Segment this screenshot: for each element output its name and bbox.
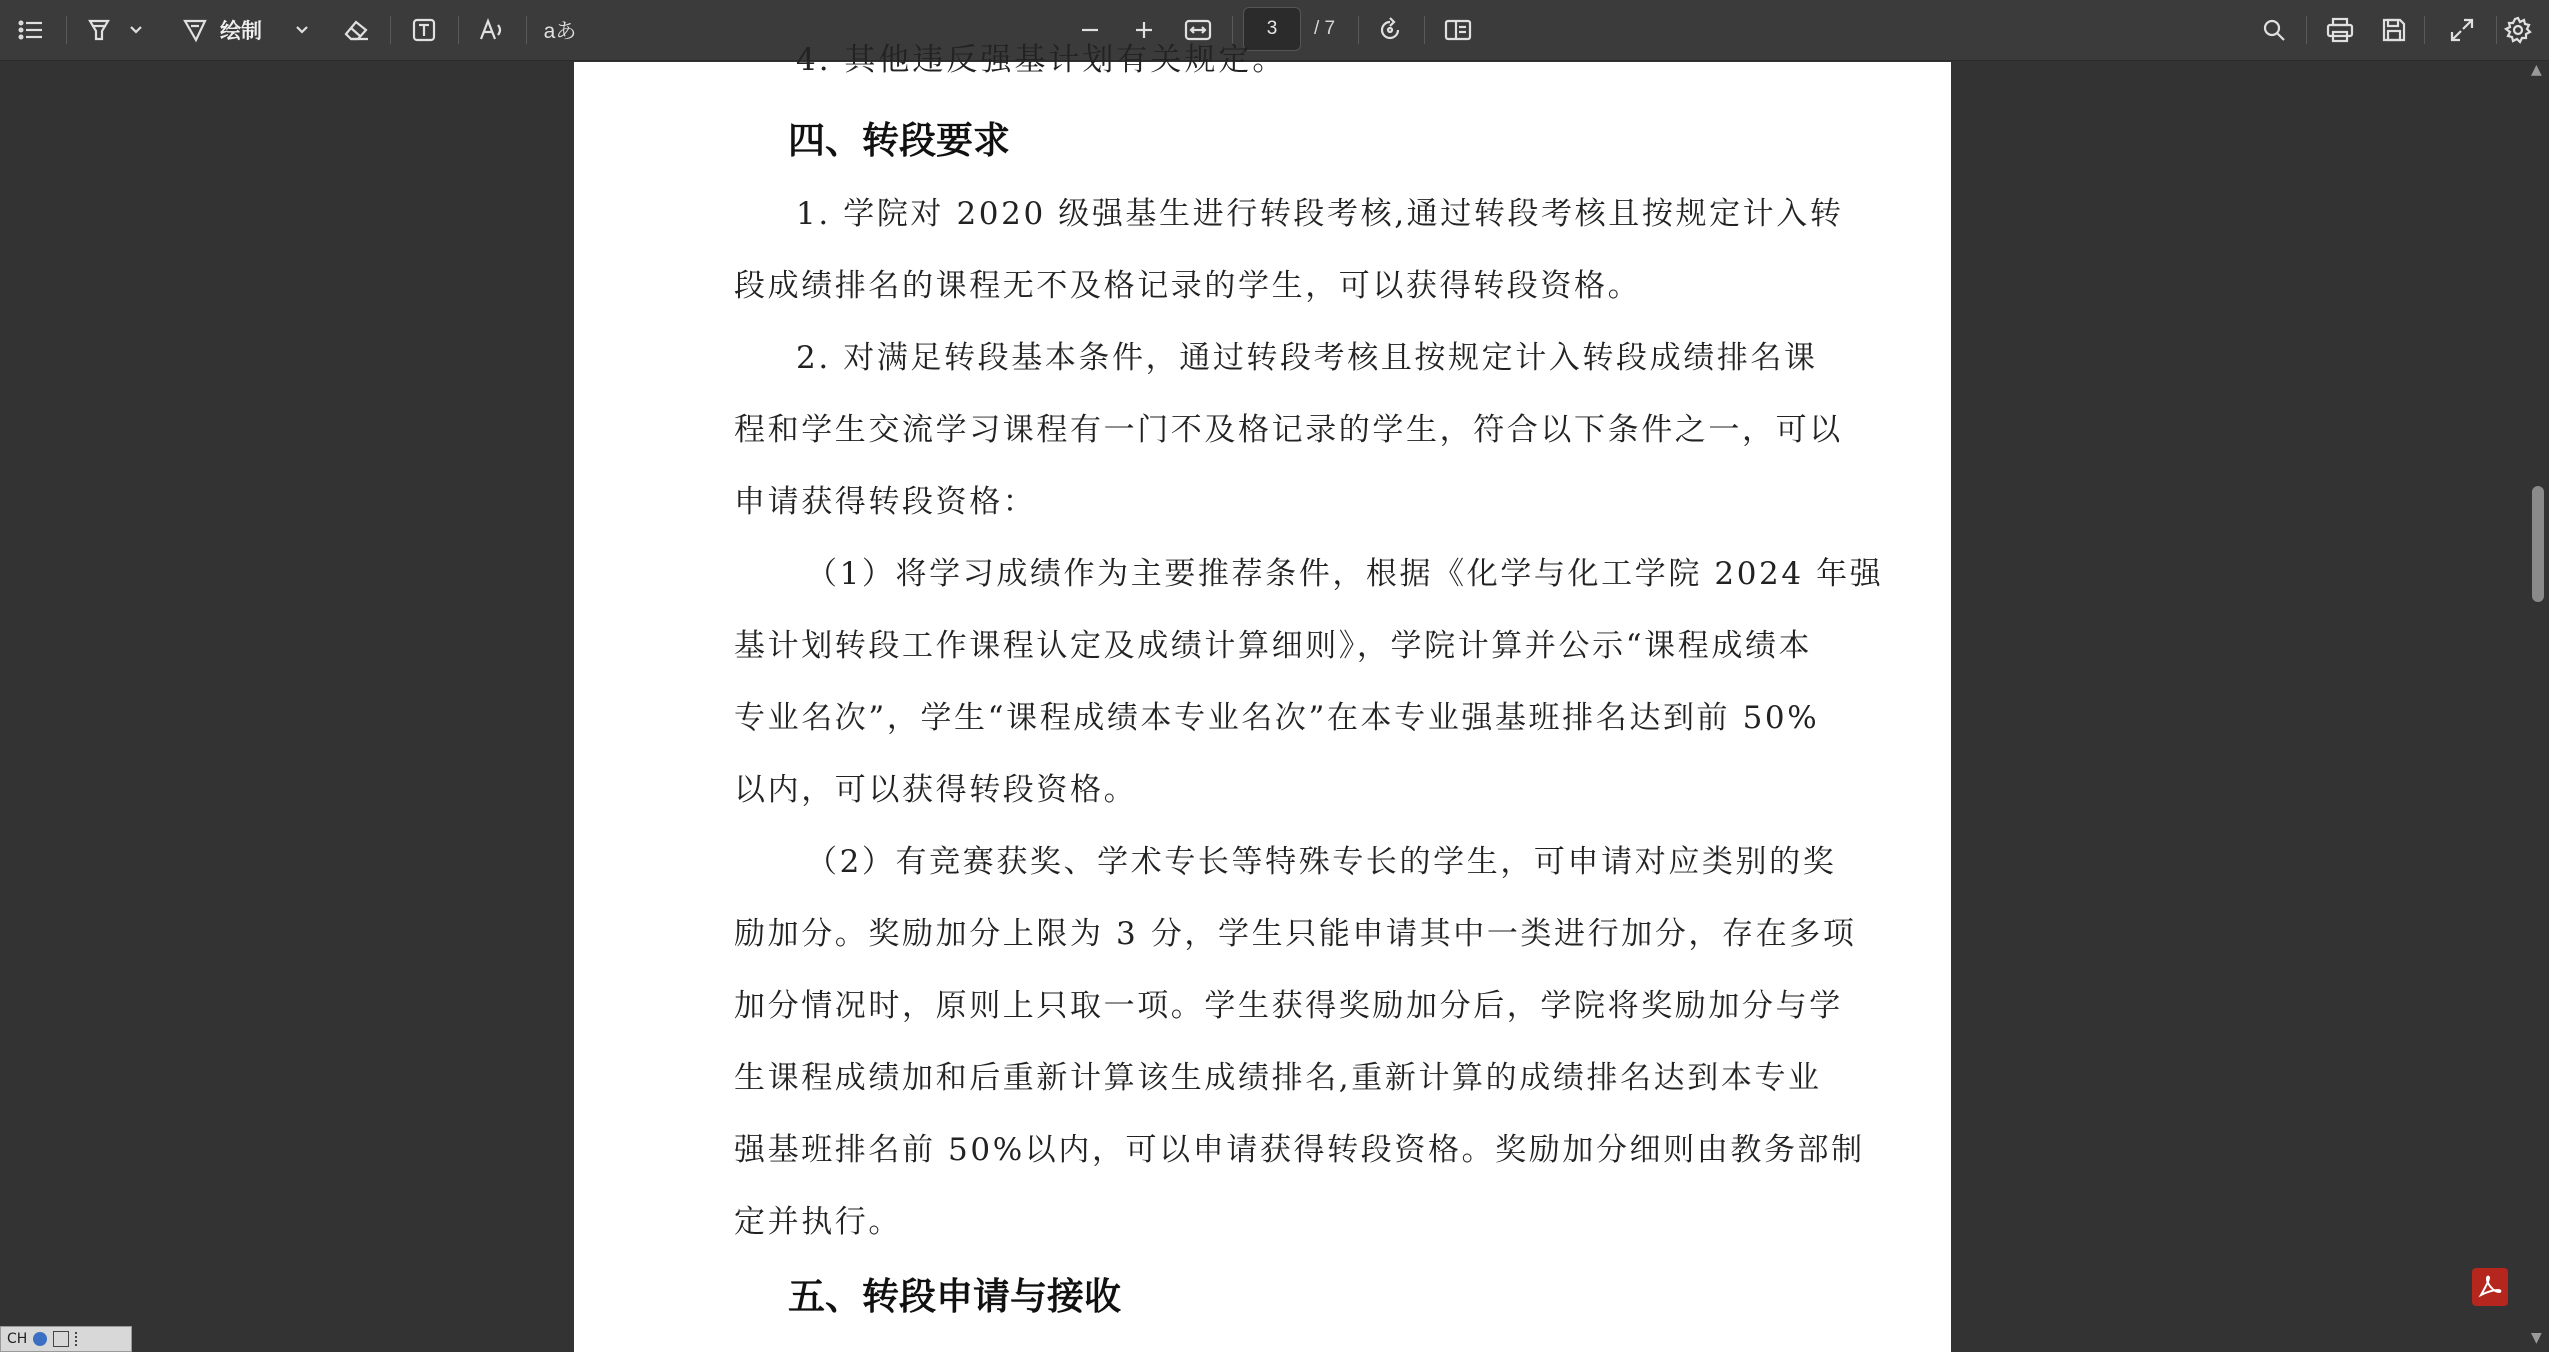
paragraph-line: 专业名次”，学生“课程成绩本专业名次”在本专业强基班排名达到前 50% xyxy=(734,700,1820,736)
paragraph-line: 生课程成绩加和后重新计算该生成绩排名,重新计算的成绩排名达到本专业 xyxy=(734,1060,1822,1096)
scrollbar-thumb[interactable] xyxy=(2532,486,2544,602)
ime-indicator[interactable] xyxy=(0,1326,132,1352)
paragraph-line: （1）将学习成绩作为主要推荐条件，根据《化学与化工学院 2024 年强 xyxy=(806,556,1884,592)
paragraph-line: 1. 学院对 2020 级强基生进行转段考核,通过转段考核且按规定计入转 xyxy=(796,196,1844,232)
eraser-icon[interactable] xyxy=(338,10,374,50)
highlight-dropdown-chevron-icon[interactable] xyxy=(124,10,148,50)
ime-pinyin-icon xyxy=(53,1331,69,1347)
section-heading-4: 四、转段要求 xyxy=(788,119,1010,162)
scroll-up-arrow-icon[interactable]: ▲ xyxy=(2531,62,2542,78)
paragraph-line: 强基班排名前 50%以内，可以申请获得转段资格。奖励加分细则由教务部制 xyxy=(734,1132,1865,1168)
paragraph-line: 基计划转段工作课程认定及成绩计算细则》，学院计算并公示“课程成绩本 xyxy=(734,628,1813,664)
ime-options-icon xyxy=(75,1332,87,1346)
paragraph-line: 加分情况时，原则上只取一项。学生获得奖励加分后，学院将奖励加分与学 xyxy=(734,988,1843,1024)
page-total: / 7 xyxy=(1314,18,1336,39)
previous-item-line: 4. 其他违反强基计划有关规定。 xyxy=(796,42,1287,78)
search-icon[interactable] xyxy=(2256,10,2292,50)
paragraph-line: 申请获得转段资格： xyxy=(734,484,1037,520)
paragraph-line: 2. 对满足转段基本条件，通过转段考核且按规定计入转段成绩排名课 xyxy=(796,340,1818,376)
paragraph-line: 以内，可以获得转段资格。 xyxy=(734,772,1138,808)
acrobat-icon[interactable] xyxy=(2472,1268,2508,1306)
paragraph-line: （2）有竞赛获奖、学术专长等特殊专长的学生，可申请对应类别的奖 xyxy=(806,844,1837,880)
document-page xyxy=(574,42,1951,1352)
draw-label: 绘制 xyxy=(220,20,262,43)
page-view-icon[interactable] xyxy=(1440,10,1476,50)
section-heading-5: 五、转段申请与接收 xyxy=(788,1275,1121,1318)
translate-label: aあ xyxy=(543,20,577,43)
scroll-down-arrow-icon[interactable]: ▼ xyxy=(2531,1330,2542,1346)
highlight-icon[interactable] xyxy=(82,10,116,50)
save-icon[interactable] xyxy=(2376,10,2412,50)
paragraph-line: 程和学生交流学习课程有一门不及格记录的学生，符合以下条件之一，可以 xyxy=(734,412,1843,448)
toc-icon[interactable] xyxy=(14,10,48,50)
draw-dropdown-chevron-icon[interactable] xyxy=(290,10,314,50)
read-aloud-icon[interactable] xyxy=(474,10,510,50)
paragraph-line: 段成绩排名的课程无不及格记录的学生，可以获得转段资格。 xyxy=(734,268,1642,304)
translate-icon[interactable] xyxy=(540,10,580,50)
page-number-input[interactable]: 3 xyxy=(1243,7,1301,51)
paragraph-line: 励加分。奖励加分上限为 3 分，学生只能申请其中一类进行加分，存在多项 xyxy=(734,916,1857,952)
textbox-icon[interactable] xyxy=(406,10,442,50)
print-icon[interactable] xyxy=(2322,10,2358,50)
ime-language-label: CH xyxy=(7,1331,28,1347)
rotate-icon[interactable] xyxy=(1372,10,1408,50)
ime-mode-icon xyxy=(33,1332,47,1346)
paragraph-line: 定并执行。 xyxy=(734,1204,902,1240)
settings-icon[interactable] xyxy=(2500,10,2536,50)
fullscreen-icon[interactable] xyxy=(2444,10,2480,50)
draw-icon xyxy=(182,17,208,43)
